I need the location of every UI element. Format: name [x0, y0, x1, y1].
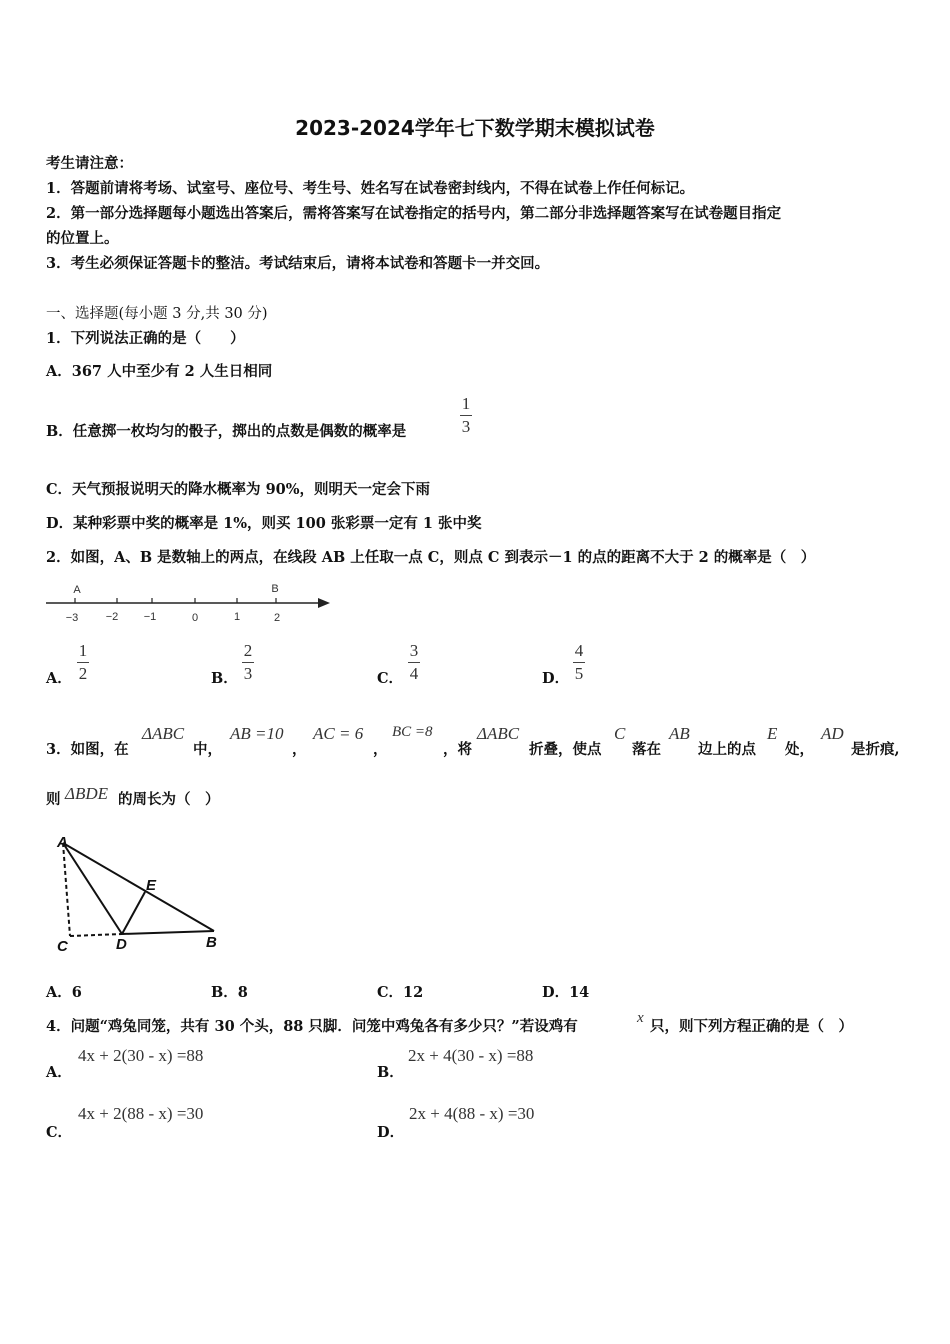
- fraction-numerator: 2: [243, 641, 253, 660]
- notice-line-1: 1．答题前请将考场、试室号、座位号、考生号、姓名写在试卷密封线内，不得在试卷上作任何标记。: [46, 180, 695, 197]
- vertex-c-label: C: [57, 938, 68, 955]
- vertex-d-label: D: [116, 936, 127, 953]
- q3-text-9: 处，: [785, 741, 814, 758]
- q3-text-6: 折叠，使点: [529, 741, 602, 758]
- q4-option-d-equation: 2x + 4(88 - x) =30: [409, 1104, 535, 1123]
- fraction-numerator: 1: [461, 394, 471, 413]
- notice-line-2a: 2．第一部分选择题每小题选出答案后，需将答案写在试卷指定的括号内，第二部分非选择题答案写在试卷题目指定: [46, 205, 782, 222]
- section-heading: 一、选择题(每小题 3 分,共 30 分): [46, 306, 268, 322]
- q3-text-2: 中，: [193, 741, 222, 758]
- q3-math-ab-2: AB: [669, 724, 690, 743]
- q2-option-c-letter: C．: [377, 670, 404, 687]
- q4-option-c-equation: 4x + 2(88 - x) =30: [78, 1104, 204, 1123]
- q4-option-c-letter: C．: [46, 1124, 73, 1141]
- fraction-denominator: 5: [574, 664, 584, 683]
- vertex-a-label: A: [57, 834, 68, 851]
- q3-math-ac: AC = 6: [313, 724, 364, 743]
- fraction-numerator: 1: [78, 641, 88, 660]
- q3-option-a: A．6: [46, 984, 82, 1001]
- q3-math-triangle-abc: ΔABC: [142, 724, 185, 743]
- q3-math-bc: BC =8: [392, 724, 433, 740]
- q4-option-b-equation: 2x + 4(30 - x) =88: [408, 1046, 534, 1065]
- tick-label: −1: [143, 611, 157, 623]
- q1-stem: 1．下列说法正确的是（ ）: [46, 330, 245, 347]
- q3-text-8: 边上的点: [698, 741, 756, 758]
- notice-line-3: 3．考生必须保证答题卡的整洁。考试结束后，请将本试卷和答题卡一并交回。: [46, 255, 550, 272]
- q3-line2-text-1: 则: [46, 791, 61, 808]
- q2-option-a-fraction: [77, 641, 89, 684]
- q2-option-b-fraction: [242, 641, 254, 684]
- fraction-numerator: 4: [574, 641, 584, 660]
- q3-text-3: ，: [292, 741, 307, 758]
- q4-option-d-letter: D．: [377, 1124, 405, 1141]
- q3-math-ab: AB =10: [230, 724, 284, 743]
- q3-option-c: C．12: [377, 984, 424, 1001]
- tick-label: 1: [233, 611, 241, 623]
- q2-option-a-letter: A．: [46, 670, 72, 687]
- vertex-e-label: E: [146, 877, 157, 894]
- q1-option-d: D．某种彩票中奖的概率是 1%，则买 100 张彩票一定有 1 张中奖: [46, 515, 482, 532]
- q3-text-10: 是折痕,: [851, 741, 900, 758]
- q3-option-d: D．14: [542, 984, 590, 1001]
- q1-option-b-fraction: [460, 394, 472, 437]
- q4-stem-variable-x: x: [637, 1010, 644, 1026]
- q2-option-d-letter: D．: [542, 670, 570, 687]
- q3-text-7: 落在: [632, 741, 661, 758]
- q3-math-triangle-abc-2: ΔABC: [477, 724, 520, 743]
- fraction-denominator: 3: [243, 664, 253, 683]
- q3-text-4: ，: [373, 741, 388, 758]
- fraction-denominator: 3: [461, 417, 471, 436]
- q3-math-c: C: [614, 724, 626, 743]
- tick-label: −2: [105, 611, 119, 623]
- q2-stem: 2．如图，A、B 是数轴上的两点，在线段 AB 上任取一点 C，则点 C 到表示－1 的点的距离不大于 2 的概率是（ ）: [46, 549, 816, 566]
- notice-line-2b: 的位置上。: [46, 230, 119, 247]
- q3-math-triangle-bde: ΔBDE: [65, 784, 109, 803]
- point-b-label: B: [271, 583, 279, 595]
- notice-header: 考生请注意：: [46, 155, 133, 172]
- q2-option-c-fraction: [408, 641, 420, 684]
- triangle-figure: [46, 830, 236, 955]
- q1-option-c: C．天气预报说明天的降水概率为 90%，则明天一定会下雨: [46, 481, 431, 498]
- q1-option-a: A．367 人中至少有 2 人生日相同: [46, 363, 273, 380]
- vertex-b-label: B: [206, 934, 217, 951]
- q3-math-ad: AD: [821, 724, 844, 743]
- fraction-numerator: 3: [409, 641, 419, 660]
- q4-stem-part-2: 只，则下列方程正确的是（ ）: [650, 1018, 853, 1035]
- q3-text-1: 3．如图，在: [46, 741, 129, 758]
- tick-label: −3: [65, 612, 79, 624]
- q3-text-5: ，将: [443, 741, 472, 758]
- page-title: 2023-2024学年七下数学期末模拟试卷: [295, 116, 655, 140]
- q4-stem-part-1: 4．问题“鸡兔同笼，共有 30 个头，88 只脚．问笼中鸡兔各有多少只？”若设鸡有: [46, 1018, 578, 1035]
- q4-option-a-equation: 4x + 2(30 - x) =88: [78, 1046, 204, 1065]
- q2-option-d-fraction: [573, 641, 585, 684]
- q1-option-b: B．任意掷一枚均匀的骰子，掷出的点数是偶数的概率是: [46, 423, 407, 440]
- q4-option-a-letter: A．: [46, 1064, 72, 1081]
- q3-line2-text-2: 的周长为（ ）: [118, 791, 220, 808]
- tick-label: 2: [273, 612, 281, 624]
- number-line-figure: [44, 578, 334, 628]
- fraction-denominator: 2: [78, 664, 88, 683]
- q2-option-b-letter: B．: [211, 670, 238, 687]
- q4-option-b-letter: B．: [377, 1064, 404, 1081]
- q3-option-b: B．8: [211, 984, 248, 1001]
- point-a-label: A: [73, 584, 81, 596]
- tick-label: 0: [191, 612, 199, 624]
- fraction-denominator: 4: [409, 664, 419, 683]
- q3-math-e: E: [767, 724, 778, 743]
